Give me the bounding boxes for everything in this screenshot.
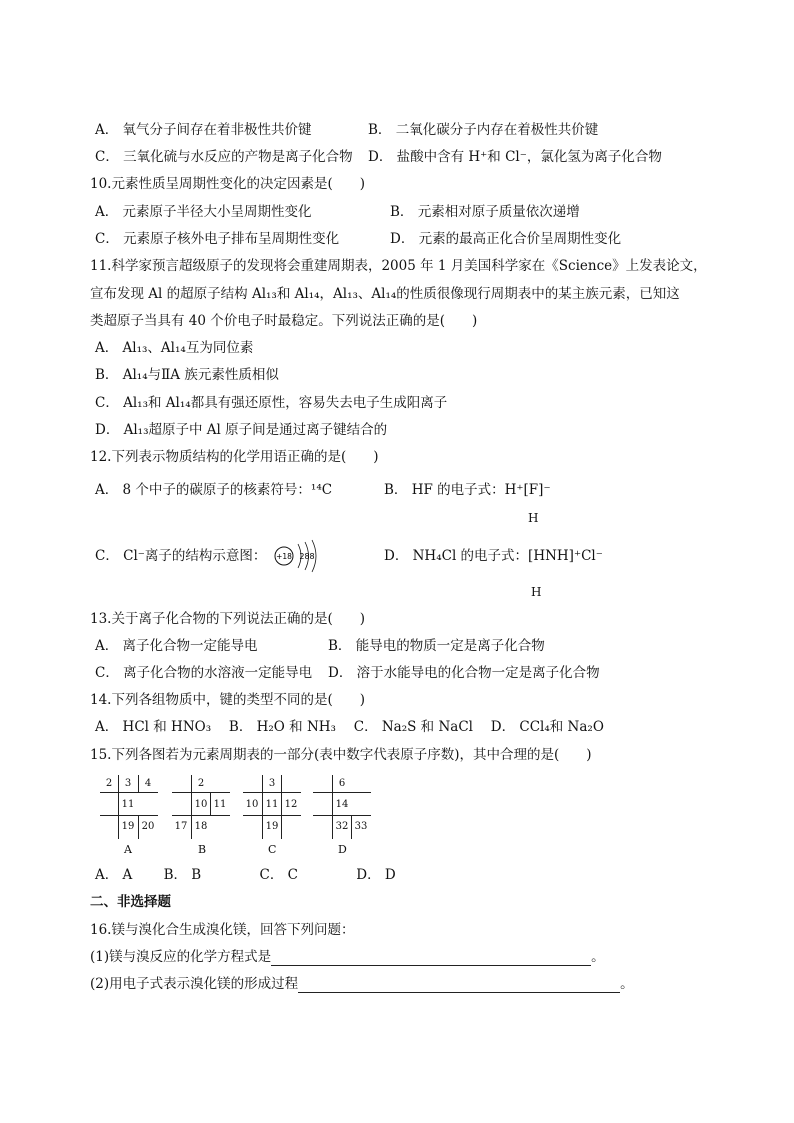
q13-option-b: B． 能导电的物质一定是离子化合物 <box>328 638 545 654</box>
q9-option-a: A． 氧气分子间存在着非极性共价键 <box>95 122 312 138</box>
q14-stem: 14.下列各组物质中，键的类型不同的是( ) <box>90 692 366 708</box>
grid-cell: 14 <box>335 799 349 810</box>
q16-stem: 16.镁与溴化合生成溴化镁，回答下列问题： <box>90 922 355 938</box>
grid-cell: 4 <box>144 778 152 789</box>
grid-cell: 19 <box>121 821 135 832</box>
q9-option-b: B． 二氧化碳分子内存在着极性共价键 <box>368 122 599 138</box>
q10-stem: 10.元素性质呈周期性变化的决定因素是( ) <box>90 176 366 192</box>
q11-option-b: B． Al₁₄与ⅡA 族元素性质相似 <box>95 367 279 383</box>
grid-cell: 10 <box>245 799 259 810</box>
q10-option-c: C． 元素原子核外电子排布呈周期性变化 <box>95 231 340 247</box>
q12-b-hydrogen: H <box>528 511 539 525</box>
periodic-grid-b <box>172 775 230 839</box>
q12-d-hydrogen: H <box>531 585 542 599</box>
grid-cell: 20 <box>141 821 155 832</box>
q11-stem-line1: 11.科学家预言超级原子的发现将会重建周期表，2005 年 1 月美国科学家在《Science》上发表论文， <box>90 258 707 274</box>
q11-stem-line2: 宣布发现 Al 的超原子结构 Al₁₃和 Al₁₄，Al₁₃、Al₁₄的性质很像现行周期表中的某主族元素，已知这 <box>90 286 680 302</box>
grid-cell: 3 <box>268 778 276 789</box>
q10-option-d: D． 元素的最高正化合价呈周期性变化 <box>390 231 622 247</box>
q11-option-c: C． Al₁₃和 Al₁₄都具有强还原性，容易失去电子生成阳离子 <box>95 395 448 411</box>
grid-cell: 10 <box>194 799 208 810</box>
q16-part2-label: (2)用电子式表示溴化镁的形成过程 <box>90 976 299 992</box>
section-heading: 二、非选择题 <box>90 894 171 910</box>
q16-part1-label: (1)镁与溴反应的化学方程式是 <box>90 949 272 965</box>
q16-part2: (2)用电子式表示溴化镁的形成过程 。 <box>90 976 634 992</box>
q13-option-a: A． 离子化合物一定能导电 <box>95 638 258 654</box>
q11-option-a: A． Al₁₃、Al₁₄互为同位素 <box>95 340 254 356</box>
grid-cell: 18 <box>194 821 208 832</box>
q13-stem: 13.关于离子化合物的下列说法正确的是( ) <box>90 611 366 627</box>
q15-options: A． A B． B C． C D． D <box>95 867 396 883</box>
q12-option-b: B． HF 的电子式：H⁺[F]⁻ <box>384 482 551 498</box>
q13-option-d: D． 溶于水能导电的化合物一定是离子化合物 <box>328 665 600 681</box>
grid-cell: 12 <box>284 799 298 810</box>
periodic-grid-d <box>313 775 371 839</box>
grid-cell: 19 <box>265 821 279 832</box>
nucleus-charge: +18 <box>276 552 292 561</box>
q10-option-b: B． 元素相对原子质量依次递增 <box>390 204 580 220</box>
grid-cell: 6 <box>338 778 346 789</box>
q9-option-d: D． 盐酸中含有 H⁺和 Cl⁻，氯化氢为离子化合物 <box>368 149 662 165</box>
electron-shells: 288 <box>299 552 315 561</box>
grid-label-b: B <box>198 843 207 856</box>
chloride-ion-structure-diagram <box>272 536 322 576</box>
grid-cell: 3 <box>124 778 132 789</box>
grid-cell: 32 <box>335 821 349 832</box>
answer-blank-1[interactable] <box>271 951 591 966</box>
grid-cell: 33 <box>354 821 368 832</box>
grid-cell: 11 <box>121 799 135 810</box>
periodic-grid-c <box>243 775 301 839</box>
q12-option-a: A． 8 个中子的碳原子的核素符号：¹⁴C <box>95 482 333 498</box>
q15-stem: 15.下列各图若为元素周期表的一部分(表中数字代表原子序数)，其中合理的是( ) <box>90 747 592 763</box>
q9-option-c: C． 三氧化硫与水反应的产物是离子化合物 <box>95 149 353 165</box>
grid-label-d: D <box>338 843 347 856</box>
grid-cell: 11 <box>265 799 279 810</box>
periodic-grid-a <box>100 775 158 839</box>
q12-option-d: D． NH₄Cl 的电子式：[HNH]⁺Cl⁻ <box>384 548 603 564</box>
grid-cell: 11 <box>213 799 227 810</box>
q12-option-c: C． Cl⁻离子的结构示意图： <box>95 548 267 564</box>
q11-stem-line3: 类超原子当具有 40 个价电子时最稳定。下列说法正确的是( ) <box>90 313 478 329</box>
grid-label-c: C <box>268 843 277 856</box>
answer-blank-2[interactable] <box>298 978 620 993</box>
q16-part1: (1)镁与溴反应的化学方程式是 。 <box>90 949 605 965</box>
q10-option-a: A． 元素原子半径大小呈周期性变化 <box>95 204 312 220</box>
q11-option-d: D． Al₁₃超原子中 Al 原子间是通过离子键结合的 <box>95 422 388 438</box>
grid-cell: 17 <box>174 821 188 832</box>
grid-label-a: A <box>124 843 132 856</box>
grid-cell: 2 <box>197 778 205 789</box>
q13-option-c: C． 离子化合物的水溶液一定能导电 <box>95 665 313 681</box>
q14-options: A． HCl 和 HNO₃ B． H₂O 和 NH₃ C． Na₂S 和 NaCl D． CCl₄和 Na₂O <box>95 719 604 735</box>
grid-cell: 2 <box>105 778 113 789</box>
q12-stem: 12.下列表示物质结构的化学用语正确的是( ) <box>90 449 379 465</box>
